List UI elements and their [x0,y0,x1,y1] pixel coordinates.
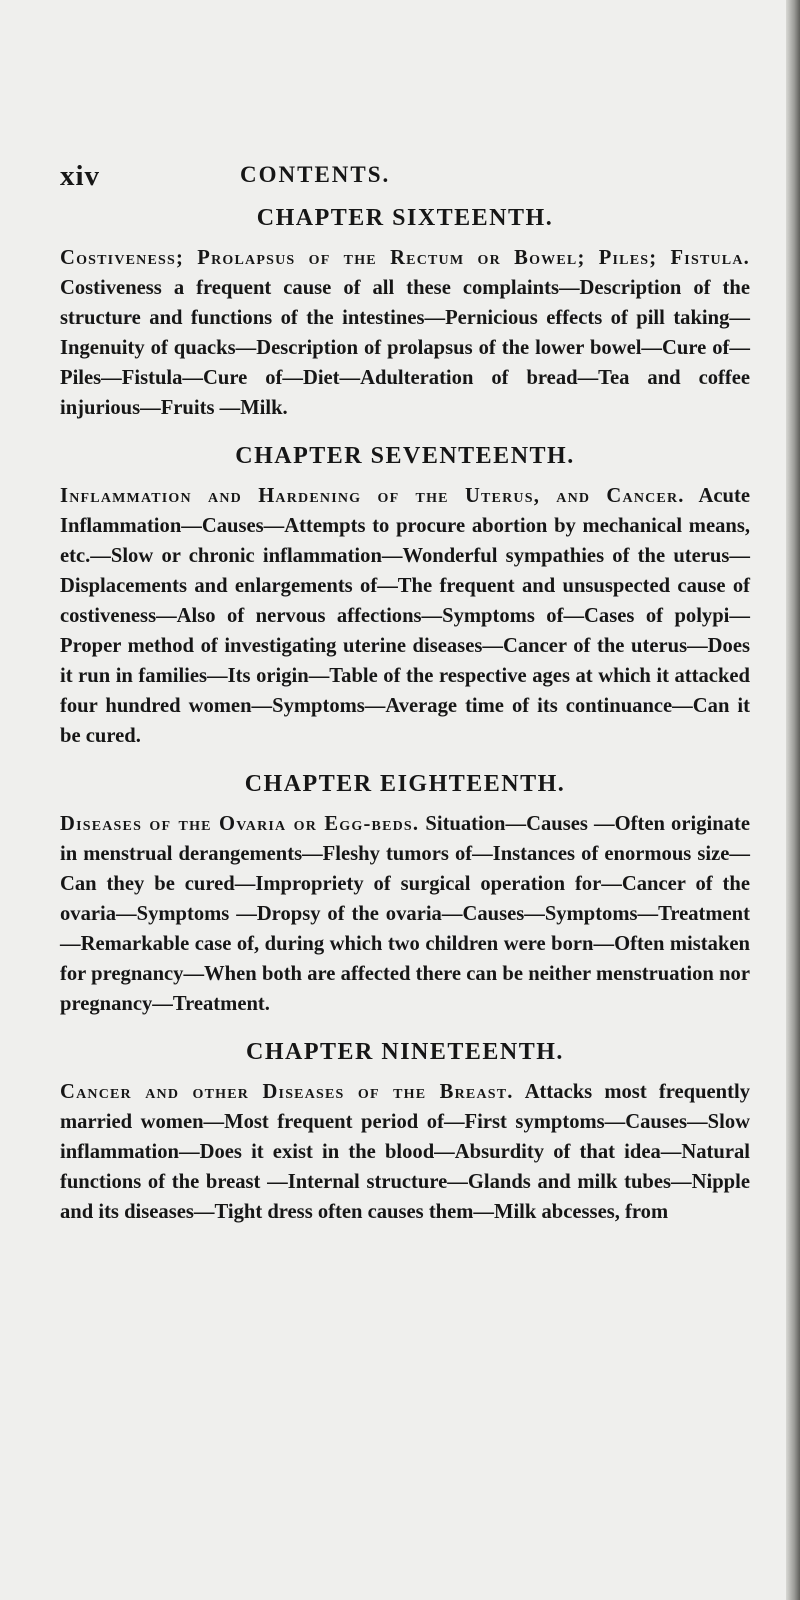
chapter-subject: Inflammation and Hardening of the Uterus, and Cancer. [60,485,685,507]
chapter-summary [60,1077,750,1227]
chapter-title: CHAPTER SIXTEENTH. [256,205,554,231]
page-number: xiv [60,160,101,192]
page-header [60,160,750,192]
contents-listing [60,205,750,1247]
chapter-title: CHAPTER NINETEENTH. [246,1039,564,1065]
chapter-nineteenth [60,1039,750,1227]
running-head: CONTENTS. [240,162,391,187]
chapter-title: CHAPTER SEVENTEENTH. [235,443,575,469]
chapter-topics: Situation—Causes —Often originate in menstrual derangements—Fleshy tumors of—Instances of enormous size—Can they be cured—Impropriety of surgical operation for—Cancer of the ovaria—Symptoms —Dropsy of the ovaria—Causes—Symptoms—Treatment—Remarkable case of, during which two children were born—Often mistaken for pregnancy—When both are affected there can be neither menstruation nor pregnancy—Treatment. [60,813,750,1015]
chapter-summary [60,809,750,1019]
chapter-summary [60,481,750,751]
chapter-seventeenth [60,443,750,751]
chapter-summary [60,243,750,423]
chapter-subject: Cancer and other Diseases of the Breast. [60,1081,514,1103]
chapter-topics: Acute Inflammation—Causes—Attempts to procure abortion by mechanical means, etc.—Slow or chronic inflammation—Wonderful sympathies of the uterus—Displacements and enlargements of—The frequent and unsuspected cause of costiveness—Also of nervous affections—Symptoms of—Cases of polypi—Proper method of investigating uterine diseases—Cancer of the uterus—Does it run in families—Its origin—Table of the respective ages at which it attacked four hundred women—Symptoms—Average time of its continuance—Can it be cured. [60,485,751,747]
chapter-topics: Attacks most frequently married women—Most frequent period of—First symptoms—Causes—Slow inflammation—Does it exist in the blood—Absurdity of that idea—Natural functions of the breast —Internal structure—Glands and milk tubes—Nipple and its diseases—Tight dress often causes them—Milk abcesses, from [60,1081,750,1223]
chapter-topics: Costiveness a frequent cause of all these complaints—Description of the structure and functions of the intestines—Pernicious effects of pill taking—Ingenuity of quacks—Description of prolapsus of the lower bowel—Cure of—Piles—Fistula—Cure of—Diet—Adulteration of bread—Tea and coffee injurious—Fruits —Milk. [60,277,750,419]
chapter-sixteenth [60,205,750,423]
chapter-title: CHAPTER EIGHTEENTH. [244,771,566,797]
chapter-subject: Costiveness; Prolapsus of the Rectum or Bowel; Piles; Fistula. [60,247,750,269]
book-spine-shadow [786,0,800,1600]
chapter-eighteenth [60,771,750,1019]
chapter-subject: Diseases of the Ovaria or Egg-beds. [60,813,420,835]
